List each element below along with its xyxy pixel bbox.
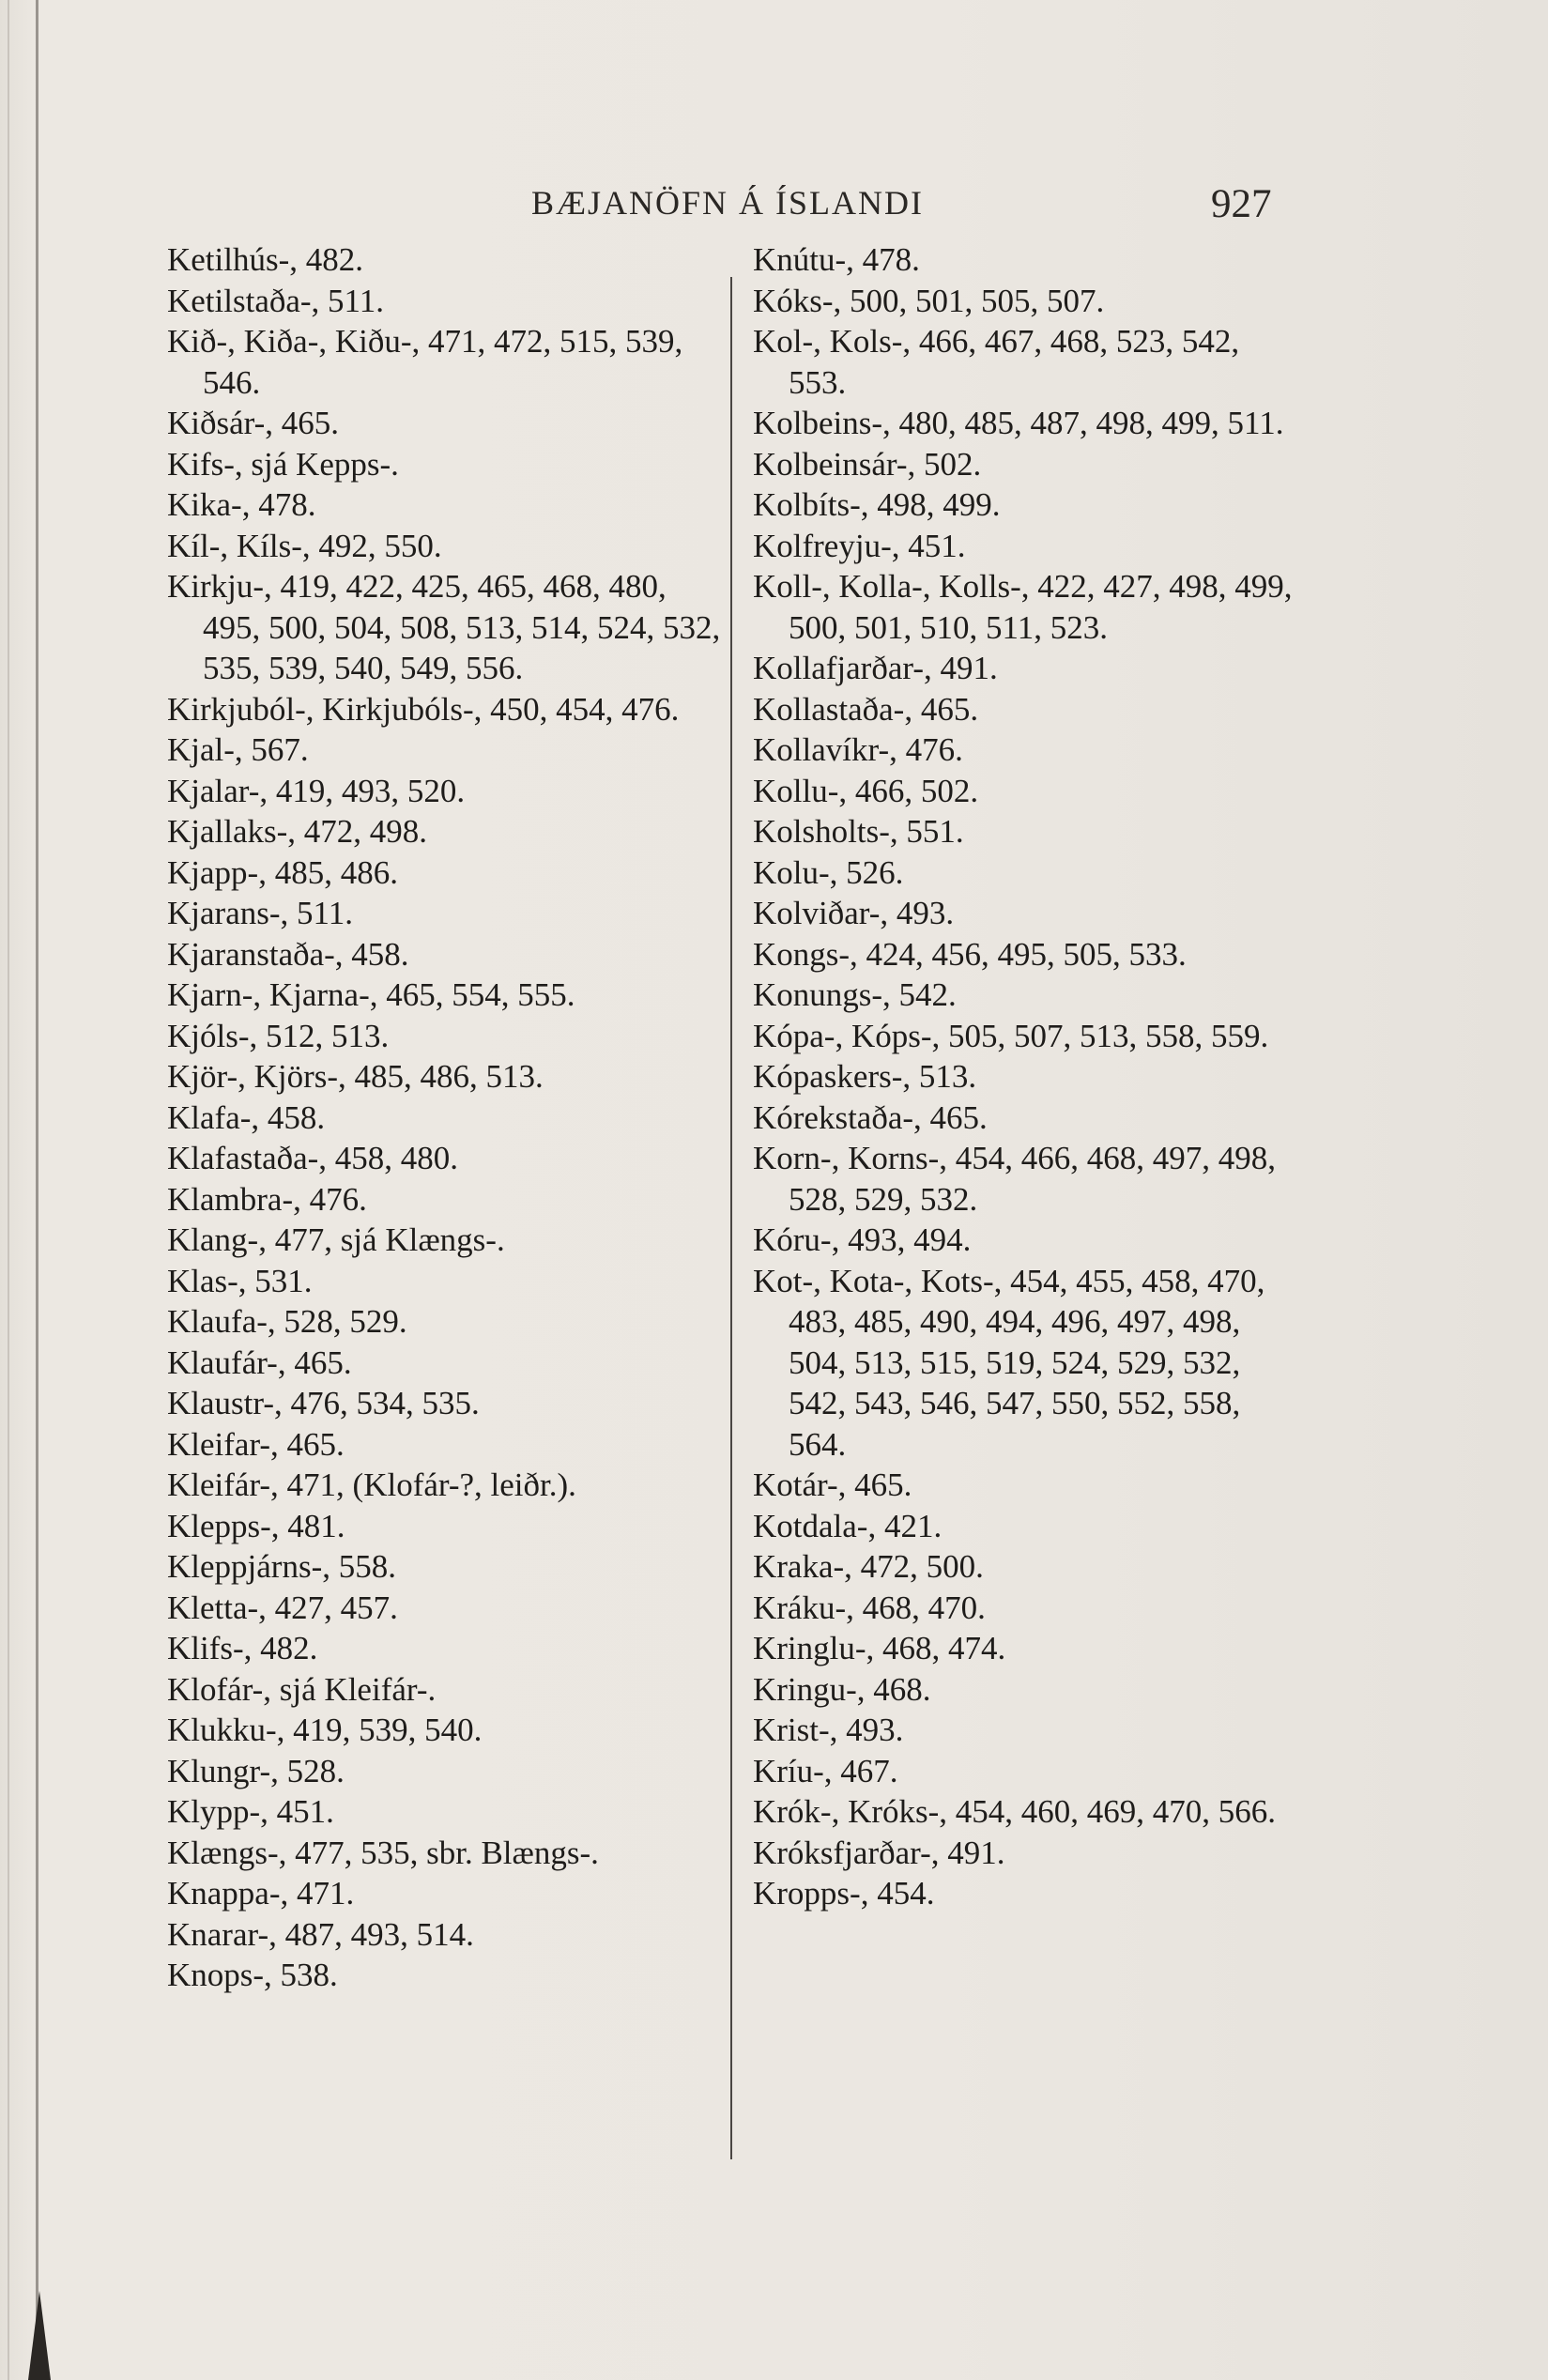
index-entry: Kíl-, Kíls-, 492, 550. (167, 527, 442, 564)
index-entry: Kjapp-, 485, 486. (167, 853, 398, 891)
index-column-left (167, 239, 730, 1996)
index-entry: Kraka-, 472, 500. (753, 1548, 984, 1585)
index-entry: Kóru-, 493, 494. (753, 1221, 972, 1258)
index-entry: Knops-, 538. (167, 1957, 338, 1993)
index-entry: Ketilstaða-, 511. (167, 282, 385, 319)
index-entry: Knútu-, 478. (753, 241, 920, 278)
index-entry: Kóks-, 500, 501, 505, 507. (753, 282, 1105, 319)
index-entry: Kollavíkr-, 476. (753, 731, 963, 768)
index-entry: Klypp-, 451. (167, 1793, 334, 1830)
index-entry: Kjallaks-, 472, 498. (167, 813, 428, 850)
index-entry: Kjarn-, Kjarna-, 465, 554, 555. (167, 976, 575, 1013)
index-entry: Kollastaða-, 465. (753, 690, 979, 728)
index-entry: Kollafjarðar-, 491. (753, 650, 998, 686)
page-number: 927 (1211, 182, 1272, 226)
index-entry: Kolbeins-, 480, 485, 487, 498, 499, 511. (753, 405, 1284, 441)
column-divider (730, 277, 732, 2159)
page-corner-mark (28, 2291, 51, 2380)
index-entry: Kjalar-, 419, 493, 520. (167, 772, 466, 809)
index-entry: Kongs-, 424, 456, 495, 505, 533. (753, 935, 1187, 973)
index-entry: Kotár-, 465. (753, 1466, 912, 1503)
index-entry: Klaufár-, 465. (167, 1344, 352, 1381)
index-entry: Kringlu-, 468, 474. (753, 1630, 1006, 1666)
index-entry: Kirkju-, 419, 422, 425, 465, 468, 480, 495, 500, 504, 508, 513, 514, 524, 532, 535, 539, 540, 549, 556. (167, 568, 721, 686)
index-entry: Kráku-, 468, 470. (753, 1589, 986, 1626)
index-entry: Klungr-, 528. (167, 1752, 345, 1789)
index-entry: Kópa-, Kóps-, 505, 507, 513, 558, 559. (753, 1017, 1269, 1054)
index-entry: Klafastaða-, 458, 480. (167, 1140, 459, 1176)
index-entry: Kolsholts-, 551. (753, 813, 964, 850)
index-entry: Kjóls-, 512, 513. (167, 1017, 390, 1054)
index-entry: Kjal-, 567. (167, 731, 309, 768)
index-entry: Kópaskers-, 513. (753, 1058, 977, 1095)
index-entry: Klaufa-, 528, 529. (167, 1303, 407, 1340)
index-entry: Kolfreyju-, 451. (753, 527, 966, 564)
index-entry: Kropps-, 454. (753, 1875, 935, 1912)
index-entry: Konungs-, 542. (753, 976, 957, 1013)
index-entry: Kot-, Kota-, Kots-, 454, 455, 458, 470, 483, 485, 490, 494, 496, 497, 498, 504, 513, 515, 519, 524, 529, 532, 542, 543, 546, 547, 550, 552, 558, 564. (753, 1262, 1265, 1463)
index-entry: Kotdala-, 421. (753, 1507, 943, 1544)
index-entry: Klofár-, sjá Kleifár-. (167, 1670, 437, 1708)
index-entry: Klambra-, 476. (167, 1180, 367, 1218)
index-entry: Kolviðar-, 493. (753, 895, 955, 931)
index-entry: Kollu-, 466, 502. (753, 772, 979, 809)
index-entry: Kið-, Kiða-, Kiðu-, 471, 472, 515, 539, 546. (167, 323, 683, 401)
index-entry: Kjarans-, 511. (167, 895, 353, 931)
index-entry: Knarar-, 487, 493, 514. (167, 1915, 474, 1953)
index-entry: Ketilhús-, 482. (167, 241, 364, 278)
index-entry: Krók-, Króks-, 454, 460, 469, 470, 566. (753, 1793, 1277, 1830)
index-entry: Klang-, 477, sjá Klængs-. (167, 1221, 505, 1258)
index-entry: Kletta-, 427, 457. (167, 1589, 398, 1626)
index-entry: Kirkjuból-, Kirkjubóls-, 450, 454, 476. (167, 690, 680, 728)
index-entry: Klukku-, 419, 539, 540. (167, 1712, 483, 1748)
index-entry: Kjaranstaða-, 458. (167, 935, 409, 973)
index-entry: Koll-, Kolla-, Kolls-, 422, 427, 498, 499, 500, 501, 510, 511, 523. (753, 568, 1293, 646)
index-entry: Klas-, 531. (167, 1262, 313, 1299)
index-entry: Klafa-, 458. (167, 1098, 326, 1136)
index-entry: Krist-, 493. (753, 1712, 904, 1748)
index-entry: Kol-, Kols-, 466, 467, 468, 523, 542, 553. (753, 323, 1240, 401)
index-entry: Kika-, 478. (167, 486, 316, 523)
index-entry: Klængs-, 477, 535, sbr. Blængs-. (167, 1834, 599, 1871)
running-header (0, 183, 967, 223)
index-entry: Kleppjárns-, 558. (167, 1548, 396, 1585)
index-entry: Kríu-, 467. (753, 1752, 898, 1789)
page-edge-shadow (8, 0, 9, 2380)
index-entry: Korn-, Korns-, 454, 466, 468, 497, 498, 528, 529, 532. (753, 1140, 1277, 1218)
index-entry: Kórekstaða-, 465. (753, 1098, 988, 1136)
index-entry: Kleifar-, 465. (167, 1425, 345, 1463)
index-entry: Kiðsár-, 465. (167, 405, 340, 441)
index-entry: Kringu-, 468. (753, 1670, 931, 1708)
index-entry: Kolbíts-, 498, 499. (753, 486, 1001, 523)
index-entry: Kifs-, sjá Kepps-. (167, 445, 399, 483)
index-entry: Klepps-, 481. (167, 1507, 345, 1544)
index-entry: Klifs-, 482. (167, 1630, 318, 1666)
index-entry: Króksfjarðar-, 491. (753, 1834, 1005, 1871)
index-column-right (753, 239, 1297, 1914)
index-entry: Knappa-, 471. (167, 1875, 355, 1912)
index-entry: Kleifár-, 471, (Klofár-?, leiðr.). (167, 1466, 576, 1503)
index-entry: Kolu-, 526. (753, 853, 904, 891)
index-entry: Kjör-, Kjörs-, 485, 486, 513. (167, 1058, 544, 1095)
index-entry: Klaustr-, 476, 534, 535. (167, 1385, 480, 1421)
index-entry: Kolbeinsár-, 502. (753, 445, 982, 483)
running-header-title: BÆJANÖFN Á ÍSLANDI (530, 184, 925, 222)
page-binding-edge (36, 0, 38, 2380)
